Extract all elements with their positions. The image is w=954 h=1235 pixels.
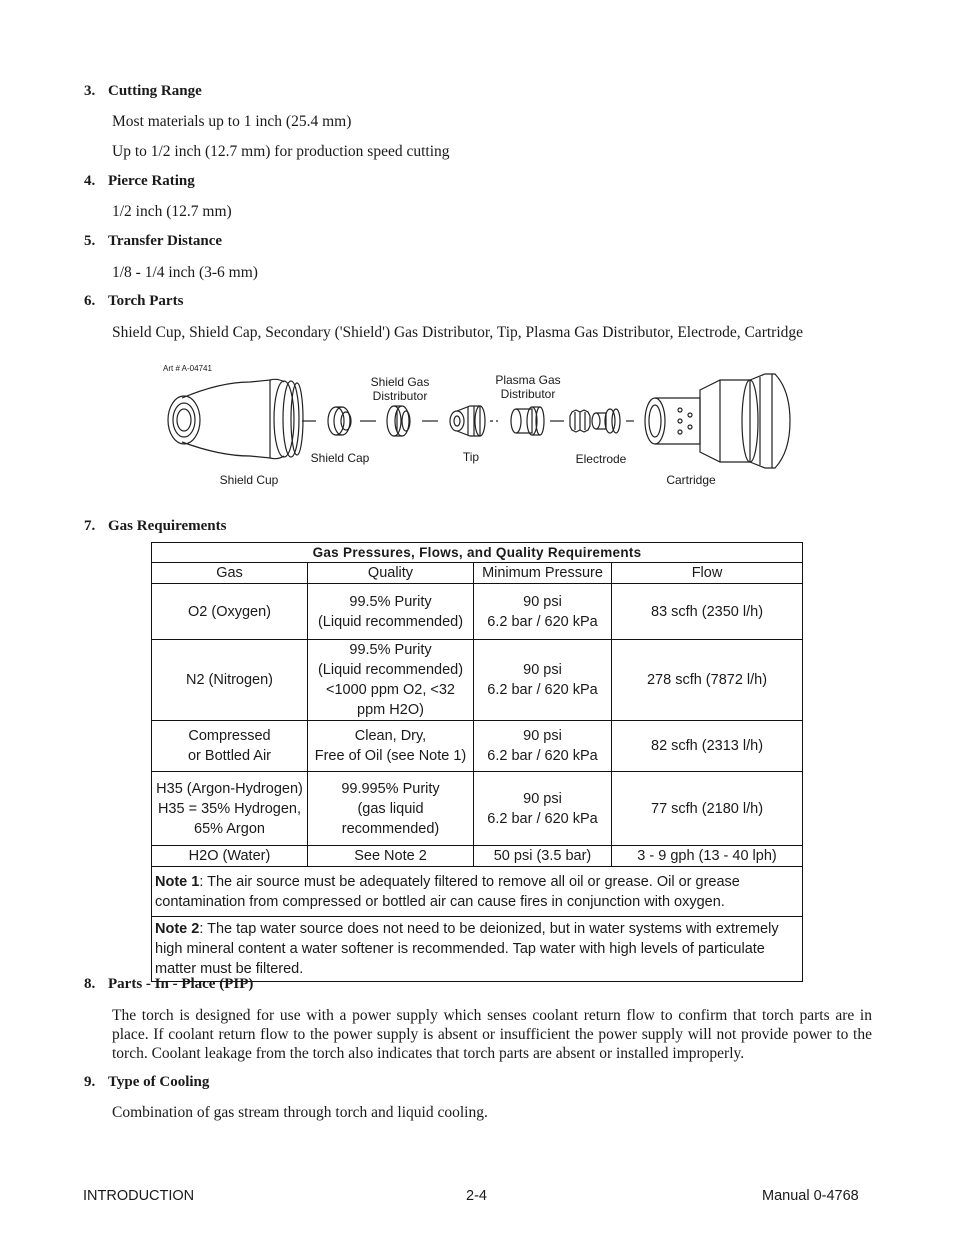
cell-line: 82 scfh (2313 l/h) [651,738,764,754]
cell-line: See Note 2 [354,848,427,864]
cell-pressure [474,584,612,640]
cell-line: ppm H2O) [357,702,424,718]
section-3-number: 3. [84,83,96,99]
cell-pressure [474,640,612,721]
section-7-title: Gas Requirements [108,518,227,534]
electrode-drawing [570,409,620,433]
section-8-number: 8. [84,976,96,992]
cell-line: 90 psi [523,728,562,744]
section-3-title: Cutting Range [108,83,202,99]
cell-quality [308,772,474,846]
section-4-line-1: 1/2 inch (12.7 mm) [112,203,232,220]
cell-line: 90 psi [523,790,562,807]
cell-gas [152,772,308,846]
section-9-line-1: Combination of gas stream through torch and liquid cooling. [112,1104,488,1121]
cell-line: 6.2 bar / 620 kPa [487,613,598,630]
section-6-line-1: Shield Cup, Shield Cap, Secondary ('Shield') Gas Distributor, Tip, Plasma Gas Distributor, Electrode, Cartridge [112,324,804,341]
cell-line: H35 (Argon-Hydrogen) [156,780,303,797]
section-5-title: Transfer Distance [108,233,223,249]
label-shield-cap: Shield Cap [310,451,370,465]
section-8-paragraph: The torch is designed for use with a power supply which senses coolant return flow to confirm that torch parts are in place. If coolant return flow to the power supply is absent or insufficient the power supply will not provide power to the torch. Coolant leakage from the torch also indicates that torch parts are absent or installed improperly. [112,1007,872,1062]
gas-requirements-table [151,542,803,982]
note-2-text: : The tap water source does not need to be deionized, but in water systems with extremely high mineral content a water softener is recommended. Tap water with high levels of particulate matter must be filtered. [155,921,779,977]
note-1-label: Note 1 [155,873,200,890]
cell-line: 83 scfh (2350 l/h) [651,603,764,620]
cell-line: (Liquid recommended) [317,613,464,630]
cell-flow [612,721,803,772]
cell-line: <1000 ppm O2, <32 [326,682,455,698]
cell-line: 77 scfh (2180 l/h) [651,800,764,817]
label-cartridge: Cartridge [666,473,716,487]
header-flow: Flow [612,563,803,584]
header-quality: Quality [308,563,474,584]
section-7-number: 7. [84,518,96,534]
table-row [152,721,803,772]
cell-line: 6.2 bar / 620 kPa [487,748,598,764]
cell-quality [308,846,474,867]
cell-flow [612,584,803,640]
label-shield-gas-distributor-2: Distributor [372,389,428,403]
tip-drawing [450,406,485,436]
shield-cup-drawing [168,379,303,458]
cell-line: 50 psi (3.5 bar) [493,848,592,864]
cell-flow [612,846,803,867]
cell-flow [612,640,803,721]
cell-line: Free of Oil (see Note 1) [314,748,467,764]
table-row [152,640,803,721]
table-caption: Gas Pressures, Flows, and Quality Requirements [152,543,803,563]
cell-line: recommended) [341,820,440,837]
cell-gas [152,584,308,640]
header-gas: Gas [152,563,308,584]
cell-line: (Liquid recommended) [317,662,464,678]
label-plasma-gas-distributor-1: Plasma Gas [495,373,561,387]
section-9-title: Type of Cooling [108,1074,210,1090]
section-4-number: 4. [84,173,96,189]
footer-section-name: INTRODUCTION [83,1188,195,1204]
cell-flow [612,772,803,846]
section-4-title: Pierce Rating [108,173,195,189]
cell-line: 99.995% Purity [341,780,440,797]
note-2 [152,917,803,982]
footer-page-number: 2-4 [466,1188,487,1204]
label-shield-gas-distributor-1: Shield Gas [370,375,430,389]
note-1 [152,867,803,917]
cell-gas [152,846,308,867]
cell-pressure [474,772,612,846]
cell-line: 3 - 9 gph (13 - 40 lph) [637,848,777,864]
cell-line: 6.2 bar / 620 kPa [487,682,598,698]
note-1-text: : The air source must be adequately filtered to remove all oil or grease. Oil or grease contamination from compressed or bottled air can cause fires in conjunction with oxygen. [155,873,740,910]
shield-gas-distributor-drawing [387,406,410,436]
cell-line: Compressed [188,728,271,744]
table-row [152,772,803,846]
cell-quality [308,640,474,721]
label-tip: Tip [462,450,480,464]
section-5-number: 5. [84,233,96,249]
cell-pressure [474,846,612,867]
cell-line: (gas liquid [357,800,424,817]
shield-cap-drawing [328,407,351,435]
header-minimum-pressure: Minimum Pressure [474,563,612,584]
table-row [152,846,803,867]
cell-gas [152,640,308,721]
cell-line: 278 scfh (7872 l/h) [646,672,768,688]
note-2-label: Note 2 [155,921,200,937]
cell-line: 99.5% Purity [349,593,432,610]
section-6-title: Torch Parts [108,293,184,309]
cartridge-drawing [645,374,790,468]
cell-line: 6.2 bar / 620 kPa [487,810,598,827]
cell-line: Clean, Dry, [354,728,427,744]
section-3-line-1: Most materials up to 1 inch (25.4 mm) [112,113,352,130]
section-5-line-1: 1/8 - 1/4 inch (3-6 mm) [112,264,258,281]
cell-line: O2 (Oxygen) [188,603,271,620]
cell-gas [152,721,308,772]
footer-manual-number: Manual 0-4768 [762,1188,859,1204]
section-8-title: Parts - In - Place (PIP) [108,976,254,992]
cell-line: or Bottled Air [187,748,271,764]
label-electrode: Electrode [575,452,627,466]
cell-quality [308,721,474,772]
cell-quality [308,584,474,640]
label-shield-cup: Shield Cup [219,473,279,487]
art-number: Art # A-04741 [163,364,212,373]
cell-line: 65% Argon [194,820,265,837]
cell-line: 99.5% Purity [349,642,432,658]
cell-line: 90 psi [523,662,562,678]
section-3-line-2: Up to 1/2 inch (12.7 mm) for production speed cutting [112,143,450,160]
plasma-gas-distributor-drawing [511,407,544,435]
table-row [152,584,803,640]
cell-line: 90 psi [523,593,562,610]
section-6-number: 6. [84,293,96,309]
cell-line: H35 = 35% Hydrogen, [157,800,302,817]
cell-pressure [474,721,612,772]
section-9-number: 9. [84,1074,96,1090]
cell-line: H2O (Water) [188,848,271,864]
label-plasma-gas-distributor-2: Distributor [500,387,556,401]
cell-line: N2 (Nitrogen) [185,672,274,688]
